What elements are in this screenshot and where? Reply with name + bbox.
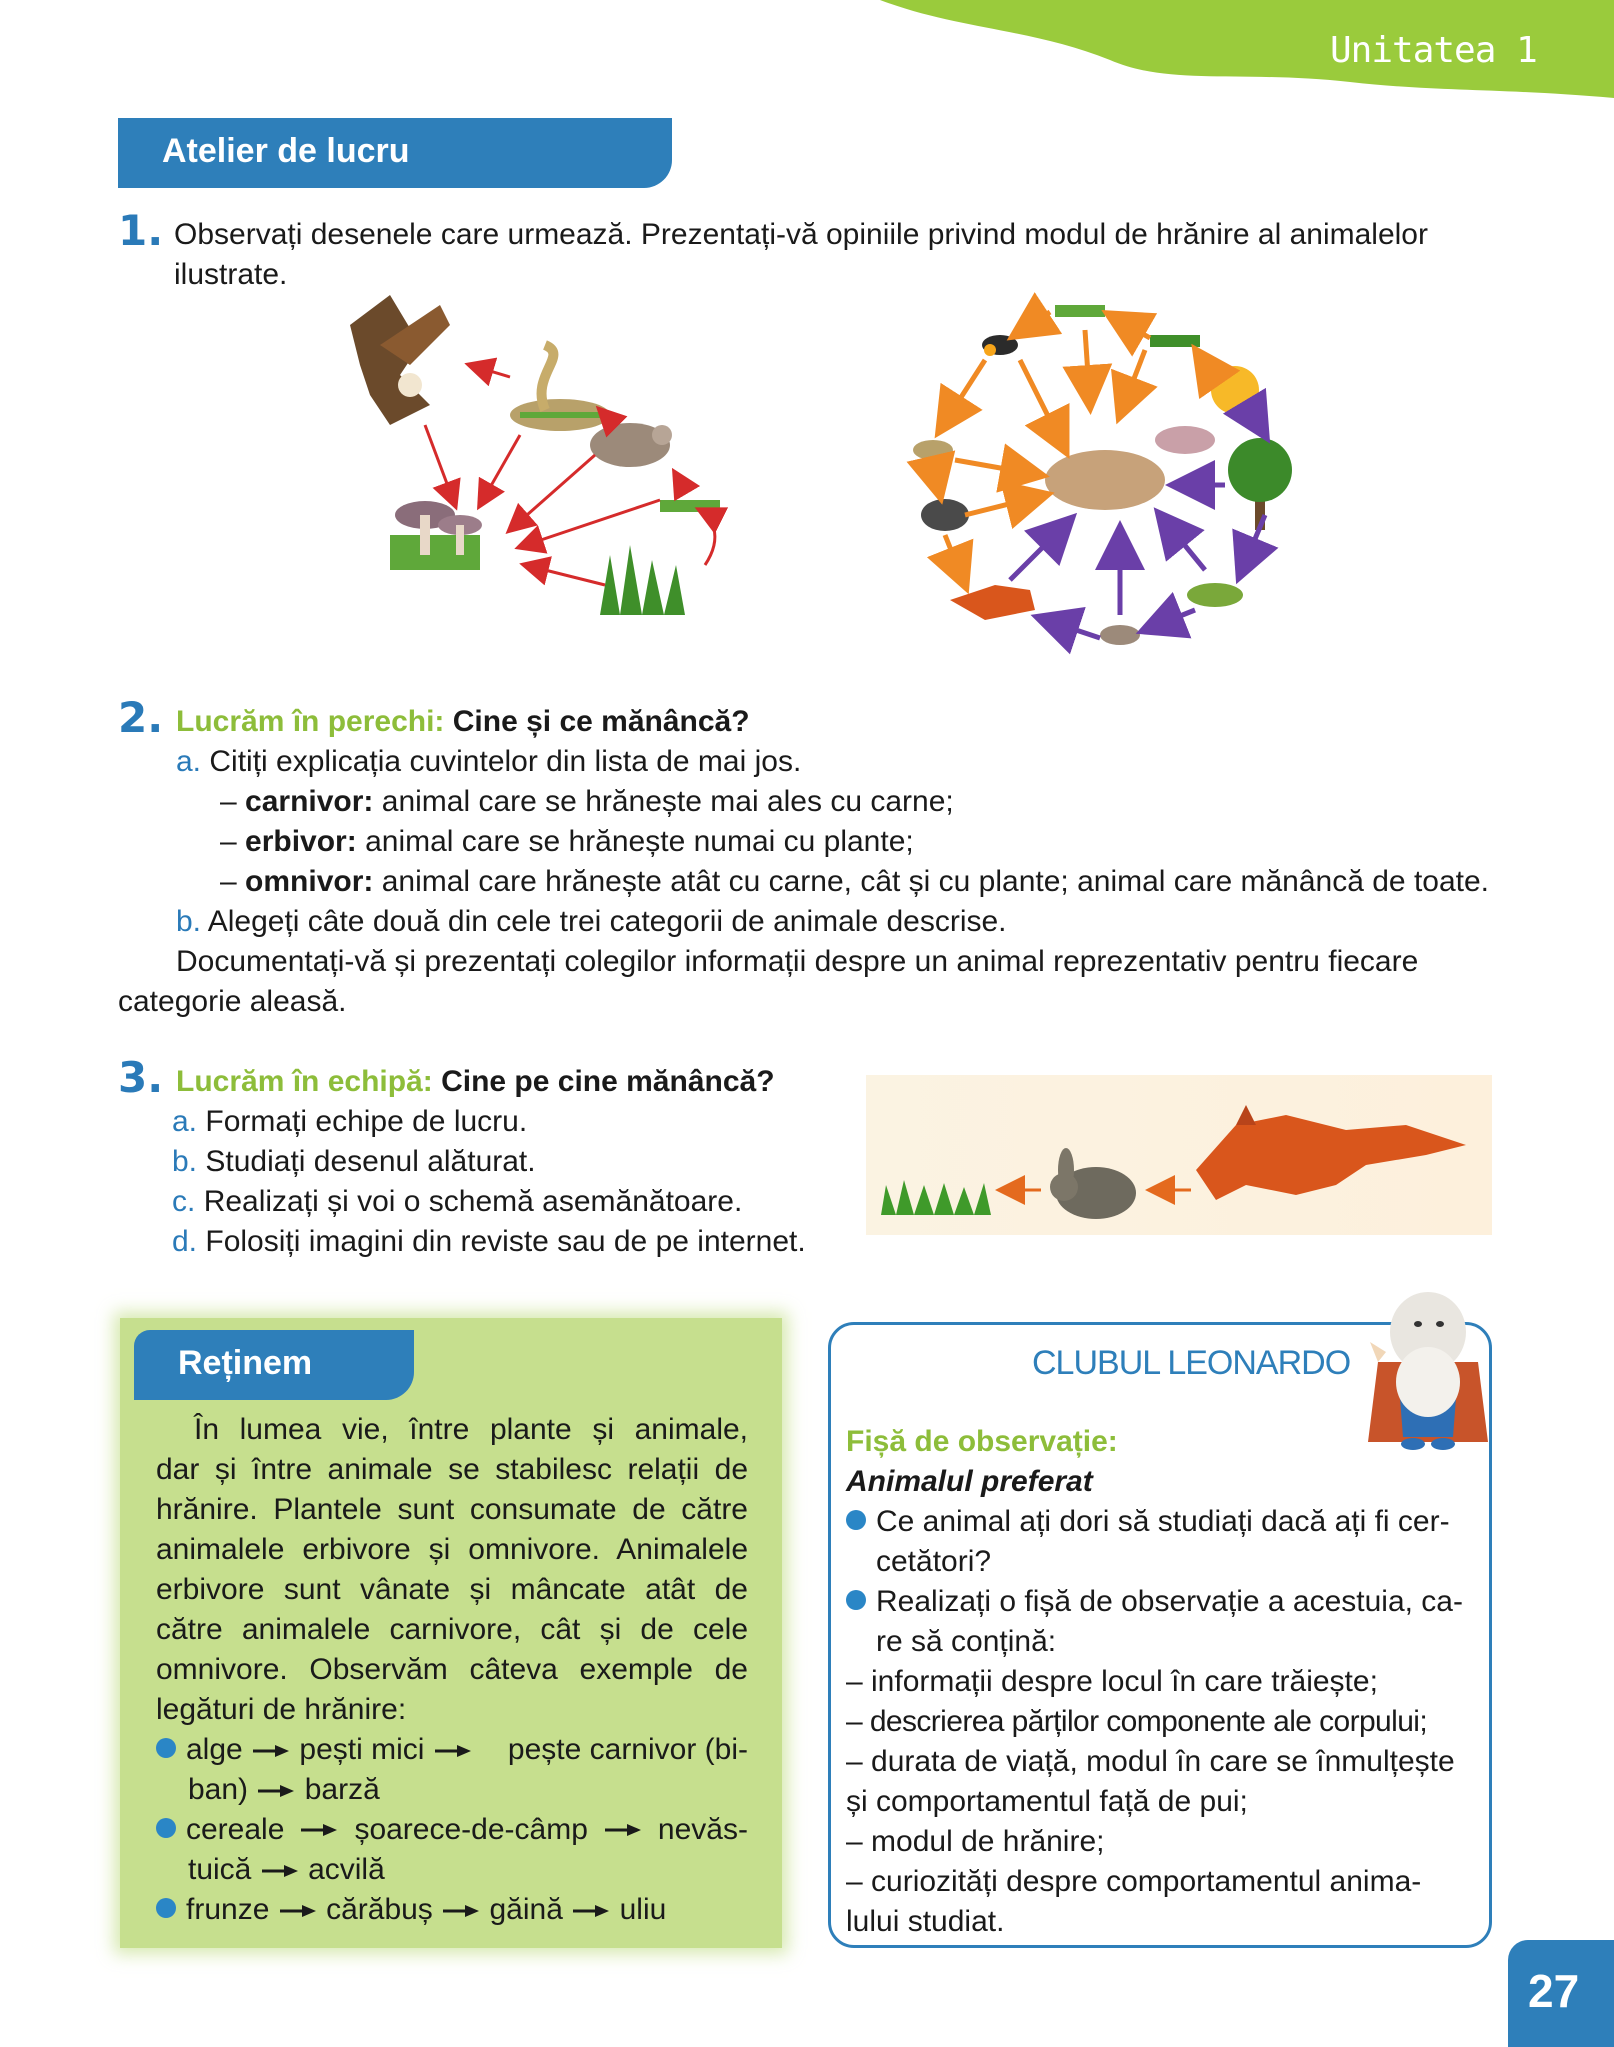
chain-item: uliu <box>619 1893 667 1926</box>
item-text: Formați echipe de lucru. <box>205 1105 528 1138</box>
definition-omnivor <box>220 862 1489 902</box>
retinem-line: către animalele carnivore, cât și de cele <box>156 1613 748 1646</box>
arrow-right-icon <box>278 1904 318 1918</box>
dash: – <box>220 825 237 858</box>
center-animals-icon <box>1045 426 1215 510</box>
retinem-line: hrănire. Plantele sunt consumate de către <box>156 1493 748 1526</box>
item-text: Citiți explicația cuvintelor din lista de mai jos. <box>209 745 802 778</box>
food-chain-3 <box>156 1890 748 1930</box>
exercise-3-item-b <box>172 1142 536 1182</box>
club-subtitle-2: Animalul preferat <box>846 1465 1093 1498</box>
club-line: – modul de hrănire; <box>846 1825 1105 1858</box>
food-chain-2-cont <box>156 1850 748 1890</box>
chain-item: barză <box>304 1773 380 1806</box>
grass-small-icon <box>660 500 720 512</box>
term: omnivor: <box>245 865 374 898</box>
food-chain-2 <box>156 1810 748 1850</box>
definition-text: animal care hrănește atât cu carne, cât și cu plante; animal care mănâncă de toate. <box>381 865 1490 898</box>
arrow-right-icon <box>256 1784 296 1798</box>
unit-label: Unitatea 1 <box>1330 30 1537 71</box>
food-chain-1 <box>156 1730 748 1770</box>
mouse-icon <box>590 423 672 467</box>
fox-small-icon <box>950 585 1035 620</box>
club-bullet-1 <box>846 1502 1476 1542</box>
club-line: și comportamentul față de pui; <box>846 1785 1248 1818</box>
club-line: – durata de viață, modul în care se înmulțește <box>846 1745 1455 1778</box>
item-text: Alegeți câte două din cele trei categorii de animale descrise. <box>207 905 1007 938</box>
exercise-2-item-a <box>176 742 801 782</box>
eagle-icon <box>350 295 450 425</box>
arrow-right-icon <box>433 1744 473 1758</box>
club-bullet-2-cont: re să conțină: <box>876 1625 1057 1658</box>
caterpillar-icon <box>1187 583 1243 607</box>
chain-item: pești mici <box>299 1733 425 1766</box>
retinem-line: legături de hrănire: <box>156 1693 407 1726</box>
fox-rabbit-grass-illustration <box>866 1075 1492 1235</box>
definition-carnivor <box>220 782 954 822</box>
club-bullet-1-cont: cetători? <box>876 1545 992 1578</box>
item-letter: a. <box>172 1105 198 1138</box>
chain-item: ban) <box>188 1773 249 1806</box>
chain-item: pește carnivor (bi- <box>507 1733 748 1766</box>
exercise-3-question: Cine pe cine mănâncă? <box>441 1065 775 1098</box>
item-letter: b. <box>176 905 202 938</box>
chain-item: cereale <box>186 1813 285 1846</box>
grass-top-icon <box>1055 305 1105 317</box>
retinem-tab <box>134 1330 414 1400</box>
sun-icon <box>1211 366 1259 414</box>
chain-item: cărăbuș <box>326 1893 433 1926</box>
section-header-atelier <box>118 118 672 188</box>
exercise-2-question: Cine și ce mănâncă? <box>452 705 750 738</box>
exercise-2-doc-line2: categorie aleasă. <box>118 985 347 1018</box>
definition-erbivor <box>220 822 914 862</box>
club-bullet-2 <box>846 1582 1476 1622</box>
exercise-2-number: 2. <box>118 693 164 742</box>
page-number-box <box>1508 1940 1614 2047</box>
exercise-3-number: 3. <box>118 1053 164 1102</box>
exercise-1-text-line1: Observați desenele care urmează. Prezentați-vă opiniile privind modul de hrănire al animalelor <box>174 218 1428 251</box>
item-letter: a. <box>176 745 202 778</box>
item-text: Studiați desenul alăturat. <box>205 1145 536 1178</box>
exercise-3-item-c <box>172 1182 742 1222</box>
hedgehog-icon <box>921 499 969 531</box>
arrow-right-icon <box>571 1904 611 1918</box>
item-text: Folosiți imagini din reviste sau de pe internet. <box>205 1225 806 1258</box>
club-subtitle: Fișă de observație: <box>846 1425 1118 1458</box>
club-line: – descrierea părților componente ale corpului; <box>846 1705 1428 1738</box>
club-line: – curiozități despre comportamentul anima- <box>846 1865 1422 1898</box>
exercise-3-item-a <box>172 1102 527 1142</box>
club-line: lului studiat. <box>846 1905 1005 1938</box>
club-title: CLUBUL LEONARDO <box>1032 1344 1351 1382</box>
item-text: Realizați și voi o schemă asemănătoare. <box>203 1185 743 1218</box>
exercise-3-heading <box>176 1062 775 1102</box>
arrow-right-icon <box>260 1864 300 1878</box>
dash: – <box>220 865 237 898</box>
exercise-3-item-d <box>172 1222 806 1262</box>
club-line: – informații despre locul în care trăiește; <box>846 1665 1378 1698</box>
exercise-2-lead: Lucrăm în perechi: <box>176 705 445 738</box>
club-body <box>846 1502 1476 1942</box>
retinem-line: omnivore. Observăm câteva exemple de <box>156 1653 748 1686</box>
chain-item: frunze <box>186 1893 270 1926</box>
item-letter: d. <box>172 1225 198 1258</box>
item-letter: b. <box>172 1145 198 1178</box>
mushrooms-icon <box>390 501 482 570</box>
mouse-small-icon <box>1100 625 1140 645</box>
bullet-icon <box>156 1738 176 1758</box>
food-web-illustration-right <box>905 290 1325 660</box>
section-title: Atelier de lucru <box>162 132 410 170</box>
chain-item: șoarece-de-câmp <box>354 1813 588 1846</box>
term: erbivor: <box>245 825 357 858</box>
exercise-2-heading <box>176 702 750 742</box>
bullet-icon <box>156 1898 176 1918</box>
exercise-1-text-line2: ilustrate. <box>174 258 288 291</box>
leonardo-character-icon <box>1358 1272 1498 1454</box>
page-number: 27 <box>1528 1965 1580 2017</box>
tree-icon <box>1228 438 1292 530</box>
chain-item: tuică <box>188 1853 252 1886</box>
exercise-2-item-b <box>176 902 1007 942</box>
bullet-icon <box>846 1590 866 1610</box>
chain-item: găină <box>489 1893 563 1926</box>
snake-icon <box>510 345 610 431</box>
chain-item: alge <box>186 1733 243 1766</box>
retinem-line: animalele erbivore și omnivore. Animalele <box>156 1533 748 1566</box>
dash: – <box>220 785 237 818</box>
retinem-text <box>156 1410 748 1930</box>
arrow-right-icon <box>251 1744 291 1758</box>
grass-bunch-icon <box>600 545 685 615</box>
food-chain-illustration-left <box>330 285 740 635</box>
bullet-icon <box>156 1818 176 1838</box>
exercise-2-doc-line1: Documentați-vă și prezentați colegilor informații despre un animal reprezentativ pentru fiecare <box>176 945 1419 978</box>
retinem-line: erbivore sunt vânate și mâncate atât de <box>156 1573 748 1606</box>
bird-icon <box>982 335 1018 356</box>
grass-right-icon <box>1150 335 1200 347</box>
item-letter: c. <box>172 1185 196 1218</box>
exercise-3-lead: Lucrăm în echipă: <box>176 1065 433 1098</box>
exercise-1-number: 1. <box>118 206 164 255</box>
arrow-right-icon <box>603 1823 643 1837</box>
retinem-title: Reținem <box>178 1344 313 1382</box>
retinem-line: În lumea vie, între plante și animale, <box>194 1413 748 1446</box>
chain-item: nevăs- <box>657 1813 748 1846</box>
retinem-line: dar și între animale se stabilesc relații de <box>156 1453 748 1486</box>
food-chain-1-cont <box>156 1770 748 1810</box>
snake-small-icon <box>913 440 953 460</box>
definition-text: animal care se hrănește mai ales cu carne; <box>381 785 954 818</box>
club-bullet-text: Realizați o fișă de observație a acestuia, ca- <box>876 1585 1463 1618</box>
arrow-right-icon <box>299 1823 339 1837</box>
chain-item: acvilă <box>308 1853 385 1886</box>
term: carnivor: <box>245 785 374 818</box>
arrow-right-icon <box>441 1904 481 1918</box>
club-bullet-text: Ce animal ați dori să studiați dacă ați fi cer- <box>876 1505 1450 1538</box>
definition-text: animal care se hrănește numai cu plante; <box>365 825 914 858</box>
bullet-icon <box>846 1510 866 1530</box>
